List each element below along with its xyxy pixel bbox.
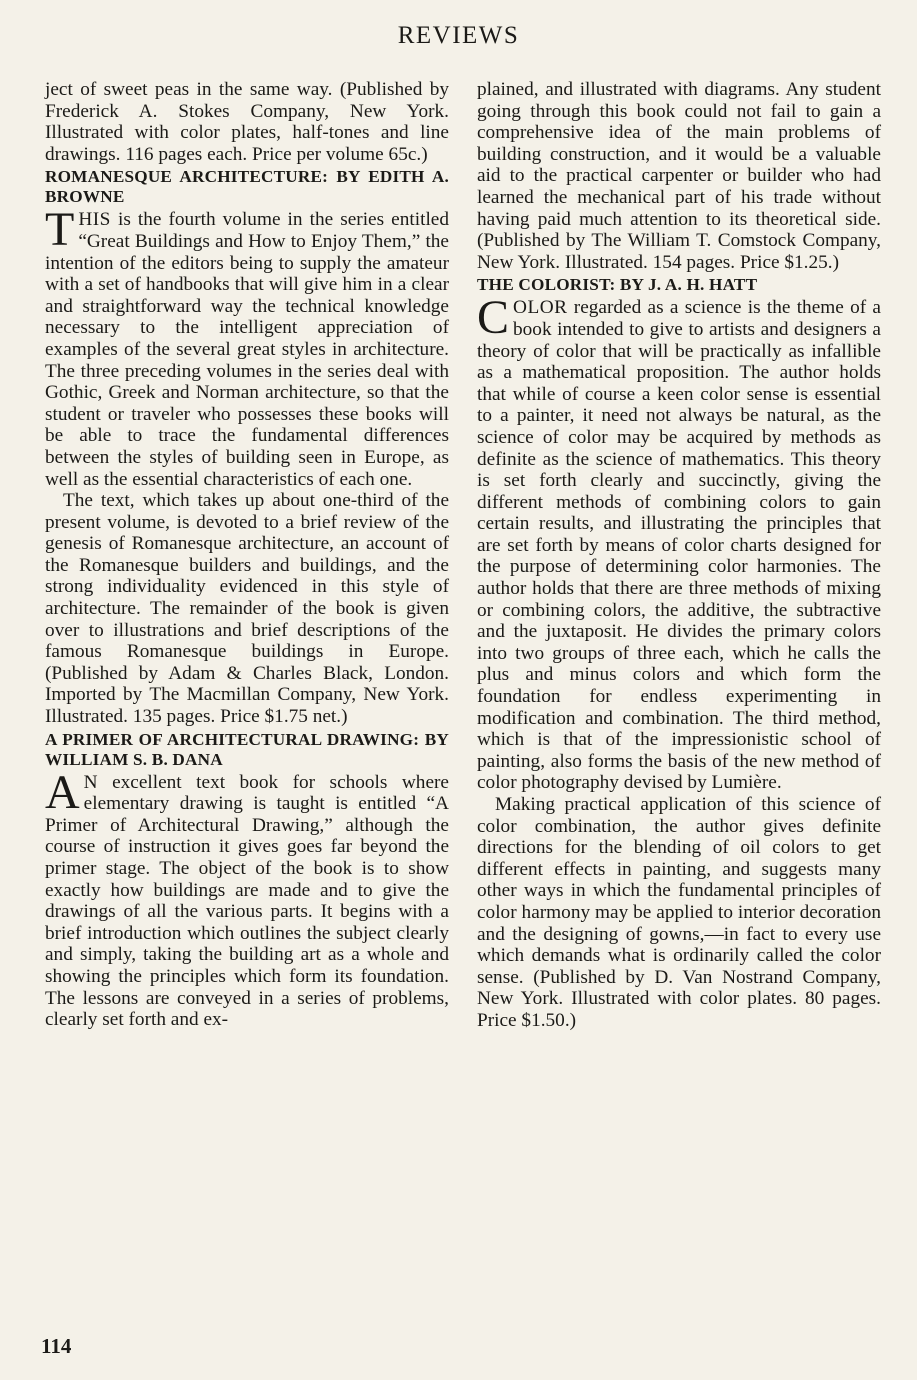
drop-cap: T [45, 203, 75, 257]
left-column [45, 79, 449, 1031]
paragraph-text: is the fourth volume in the series entitled “Great Buildings and How to Enjoy Them,” the intention of the editors being to supply the amateur with a set of handbooks that will give him in a clear and straightforward way the technical knowledge necessary to the intelligent appreciation of examples of the several great styles in architecture. The three preceding volumes in the series deal with Gothic, Greek and Norman architecture, so that the student or traveler who possesses these books will be able to trace the fundamental differences between the styles of building seen in Europe, as well as the essential characteristics of each one. [45, 209, 449, 490]
page-header: REVIEWS [397, 22, 520, 49]
paragraph [477, 291, 881, 794]
paragraph: Making practical application of this science of color combination, the author gives definite directions for the blending of oil colors to get different effects in painting, and suggests many other ways in which the fundamental principles of color harmony may be applied to interior decoration and the designing of gowns,—in fact to every use which demands what is ordinarily called the color sense. (Published by D. Van Nostrand Company, New York. Illustrated with color plates. 80 pages. Price $1.50.) [477, 794, 881, 1031]
small-caps-lead: OLOR [513, 297, 568, 319]
right-column [477, 79, 881, 1032]
paragraph: The text, which takes up about one-third of the present volume, is devoted to a brief review of the genesis of Romanesque architecture, an account of the Romanesque builders and buildings, and the strong individuality evidenced in this style of architecture. The remainder of the book is given over to illustrations and brief descriptions of the famous Romanesque buildings in Europe. (Published by Adam & Charles Black, London. Imported by The Macmillan Company, New York. Illustrated. 135 pages. Price $1.75 net.) [45, 490, 449, 728]
drop-cap: C [477, 291, 510, 345]
page-number: 114 [41, 1334, 72, 1358]
review-heading-primer: A PRIMER OF ARCHITECTURAL DRAWING: BY WILLIAM S. B. DANA [45, 729, 449, 769]
paragraph [45, 765, 449, 1031]
paragraph: plained, and illustrated with diagrams. Any student going through this book could not fail to gain a comprehensive idea of the main problems of building construction, and it would be a valuable aid to the practical carpenter or builder who had learned the mechanical part of his trade without having paid much attention to its theoretical side. (Published by The William T. Comstock Company, New York. Illustrated. 154 pages. Price $1.25.) [477, 79, 881, 273]
small-caps-lead: HIS [78, 209, 111, 231]
paragraph [45, 203, 449, 490]
paragraph-text: N excellent text book for schools where elementary drawing is taught is entitled “A Primer of Architectural Drawing,” although the course of instruction it gives goes far beyond the primer stage. The object of the book is to show exactly how buildings are made and to give the drawings of all the various parts. It begins with a brief introduction which outlines the subject clearly and simply, taking the building art as a whole and showing the principles which form its foundation. The lessons are conveyed in a series of problems, clearly set forth and ex- [45, 771, 449, 1031]
paragraph-text: regarded as a science is the theme of a book intended to give to artists and designers a theory of color that will be practically as infallible as a mathematical proposition. The author holds that while of course a keen color sense is essential to a painter, it need not always be natural, as the science of color may be acquired by methods as definite as the science of mathematics. This theory is set forth clearly and succinctly, giving the different methods of combining colors to gain certain results, and illustrating the principles that are set forth by means of color charts designed for the purpose of determining color harmonies. The author holds that there are three methods of mixing or combining colors, the additive, the subtractive and the juxtaposit. He divides the primary colors into two groups of three each, which he calls the plus and minus colors and which form the foundation for endless experimenting in modification and combination. The third method, which is that of the impressionistic school of painting, also forms the basis of the new method of color photography devised by Lumière. [477, 297, 881, 794]
review-heading-colorist: THE COLORIST: BY J. A. H. HATT [477, 275, 758, 295]
drop-cap: A [45, 765, 80, 819]
review-heading-romanesque: ROMANESQUE ARCHITECTURE: BY EDITH A. BROWNE [45, 167, 449, 207]
paragraph: ject of sweet peas in the same way. (Published by Frederick A. Stokes Company, New York. Illustrated with color plates, half-tones and line drawings. 116 pages each. Price per volume 65c.) [45, 79, 449, 165]
